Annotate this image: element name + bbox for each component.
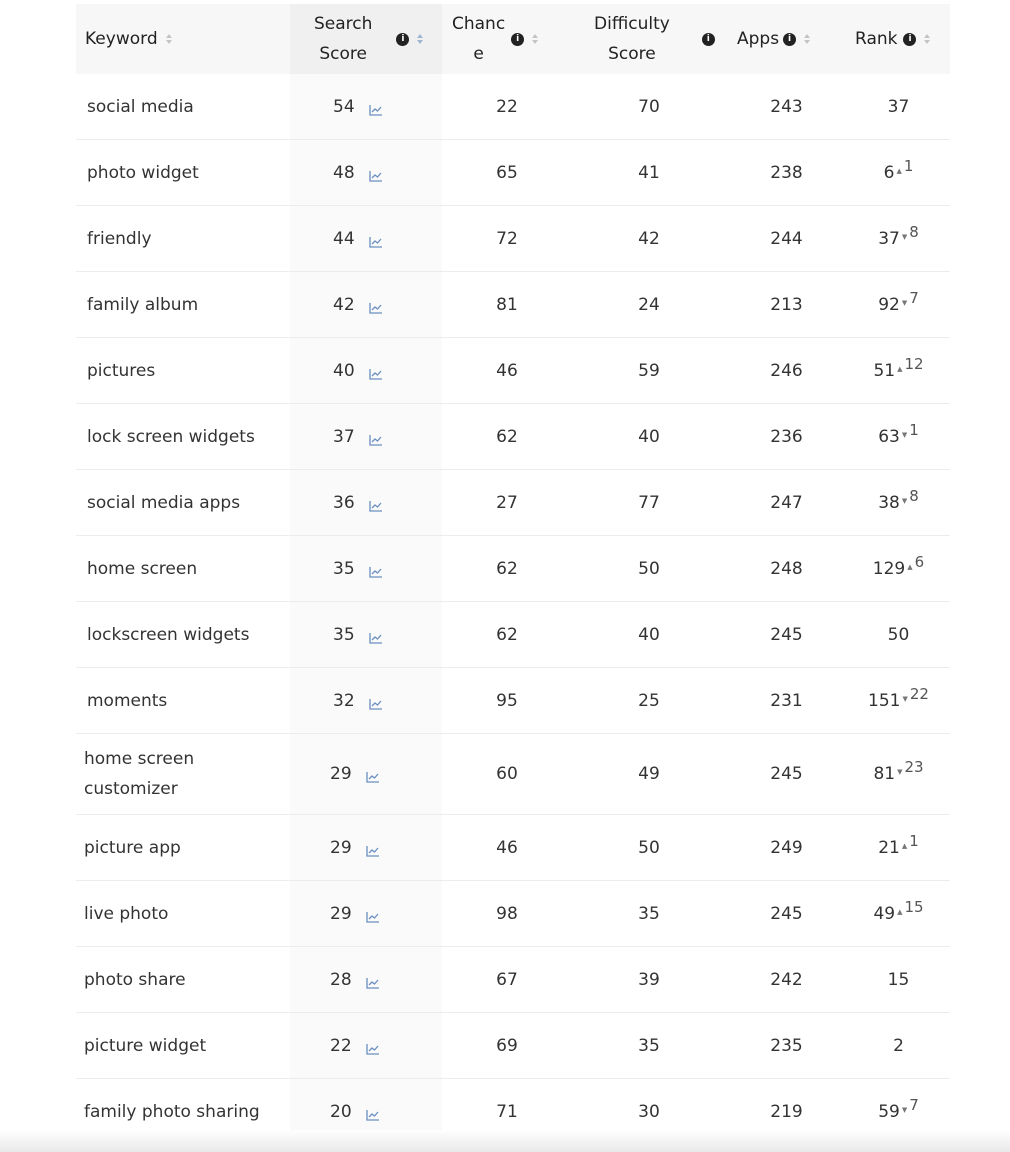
difficulty-cell bbox=[572, 470, 726, 536]
rank-trend-icon: ▼ bbox=[901, 496, 908, 505]
chance-value: 46 bbox=[496, 837, 518, 858]
rank-cell bbox=[847, 140, 950, 206]
difficulty-value: 70 bbox=[638, 96, 660, 117]
chart-icon[interactable] bbox=[366, 842, 380, 854]
apps-value: 235 bbox=[770, 1035, 803, 1056]
chance-value: 62 bbox=[496, 558, 518, 579]
difficulty-value: 50 bbox=[638, 837, 660, 858]
search-score-cell bbox=[290, 947, 442, 1013]
difficulty-value: 59 bbox=[638, 360, 660, 381]
table-row[interactable] bbox=[76, 668, 950, 734]
chart-icon[interactable] bbox=[369, 101, 383, 113]
rank-change: 22 bbox=[909, 684, 929, 703]
sort-icon[interactable] bbox=[417, 33, 423, 45]
header-difficulty-label bbox=[594, 9, 670, 69]
rank-value: 63 bbox=[878, 426, 900, 447]
apps-cell bbox=[726, 734, 847, 815]
chance-cell bbox=[442, 881, 572, 947]
apps-value: 245 bbox=[770, 903, 803, 924]
search-score-cell bbox=[290, 602, 442, 668]
rank-change: 15 bbox=[904, 897, 924, 916]
keyword-text: photo widget bbox=[87, 162, 199, 183]
difficulty-value: 50 bbox=[638, 558, 660, 579]
rank-value: 21 bbox=[878, 837, 900, 858]
search-score-value: 35 bbox=[333, 558, 355, 579]
apps-value: 213 bbox=[770, 294, 803, 315]
rank-trend-icon: ▲ bbox=[897, 907, 903, 916]
rank-value: 51 bbox=[873, 360, 896, 381]
difficulty-value: 42 bbox=[638, 228, 660, 249]
chance-value: 72 bbox=[496, 228, 518, 249]
header-chance[interactable] bbox=[442, 4, 572, 74]
apps-cell bbox=[726, 881, 847, 947]
keyword-cell[interactable] bbox=[76, 815, 290, 881]
keyword-cell[interactable] bbox=[76, 338, 290, 404]
keyword-text: lock screen widgets bbox=[87, 426, 255, 447]
difficulty-value: 41 bbox=[638, 162, 660, 183]
rank-value: 37 bbox=[887, 96, 910, 117]
chart-icon[interactable] bbox=[369, 695, 383, 707]
keyword-cell[interactable] bbox=[76, 206, 290, 272]
difficulty-cell bbox=[572, 1013, 726, 1079]
difficulty-value: 39 bbox=[638, 969, 660, 990]
apps-cell bbox=[726, 470, 847, 536]
rank-cell bbox=[847, 272, 950, 338]
apps-cell bbox=[726, 338, 847, 404]
difficulty-value: 30 bbox=[638, 1101, 660, 1122]
search-score-value: 44 bbox=[333, 228, 355, 249]
chance-cell bbox=[442, 470, 572, 536]
header-search-score[interactable] bbox=[290, 4, 442, 74]
rank-trend-icon: ▲ bbox=[907, 562, 913, 571]
sort-icon[interactable] bbox=[924, 33, 930, 45]
rank-cell bbox=[847, 74, 950, 140]
apps-value: 219 bbox=[770, 1101, 803, 1122]
rank-trend-icon: ▼ bbox=[901, 430, 908, 439]
chart-icon[interactable] bbox=[369, 431, 383, 443]
table-row[interactable] bbox=[76, 602, 950, 668]
rank-cell bbox=[847, 668, 950, 734]
keyword-cell[interactable] bbox=[76, 734, 290, 815]
keyword-text: moments bbox=[87, 690, 168, 711]
chance-cell bbox=[442, 272, 572, 338]
keyword-cell[interactable] bbox=[76, 947, 290, 1013]
rank-value: 2 bbox=[893, 1035, 904, 1056]
chance-cell bbox=[442, 668, 572, 734]
chance-cell bbox=[442, 947, 572, 1013]
chart-icon[interactable] bbox=[366, 974, 380, 986]
apps-cell bbox=[726, 1013, 847, 1079]
header-difficulty-line2: Score bbox=[608, 44, 656, 64]
chance-value: 95 bbox=[496, 690, 518, 711]
keyword-text: home screen bbox=[87, 558, 198, 579]
chance-value: 98 bbox=[496, 903, 518, 924]
difficulty-value: 24 bbox=[638, 294, 660, 315]
table-row[interactable] bbox=[76, 815, 950, 881]
chance-cell bbox=[442, 74, 572, 140]
search-score-value: 36 bbox=[333, 492, 355, 513]
sort-icon[interactable] bbox=[532, 33, 538, 45]
header-apps[interactable] bbox=[726, 4, 847, 74]
chance-value: 62 bbox=[496, 624, 518, 645]
chart-icon[interactable] bbox=[369, 563, 383, 575]
search-score-value: 22 bbox=[330, 1035, 352, 1056]
keyword-text: photo share bbox=[84, 969, 186, 990]
apps-cell bbox=[726, 272, 847, 338]
search-score-cell bbox=[290, 404, 442, 470]
chance-cell bbox=[442, 1013, 572, 1079]
difficulty-cell bbox=[572, 947, 726, 1013]
keyword-cell[interactable] bbox=[76, 536, 290, 602]
rank-value: 37 bbox=[878, 228, 900, 249]
rank-value: 81 bbox=[873, 764, 896, 784]
chance-value: 46 bbox=[496, 360, 518, 381]
keyword-table bbox=[76, 4, 950, 1145]
difficulty-value: 49 bbox=[638, 764, 660, 784]
apps-cell bbox=[726, 815, 847, 881]
search-score-value: 29 bbox=[330, 837, 352, 858]
rank-change: 8 bbox=[909, 222, 919, 241]
search-score-value: 37 bbox=[333, 426, 355, 447]
difficulty-cell bbox=[572, 272, 726, 338]
chance-cell bbox=[442, 602, 572, 668]
search-score-value: 29 bbox=[330, 764, 352, 784]
keyword-cell[interactable] bbox=[76, 470, 290, 536]
info-icon[interactable]: i bbox=[396, 33, 409, 46]
chart-icon[interactable] bbox=[369, 167, 383, 179]
chance-cell bbox=[442, 536, 572, 602]
search-score-cell bbox=[290, 668, 442, 734]
search-score-cell bbox=[290, 74, 442, 140]
apps-cell bbox=[726, 602, 847, 668]
sort-icon[interactable] bbox=[804, 33, 810, 45]
keyword-cell[interactable] bbox=[76, 404, 290, 470]
rank-value: 38 bbox=[878, 492, 900, 513]
table-row[interactable] bbox=[76, 404, 950, 470]
apps-cell bbox=[726, 206, 847, 272]
rank-change: 6 bbox=[914, 552, 925, 571]
rank-value: 6 bbox=[883, 162, 895, 183]
apps-value: 244 bbox=[770, 228, 803, 249]
rank-cell bbox=[847, 206, 950, 272]
chance-cell bbox=[442, 734, 572, 815]
table-row[interactable] bbox=[76, 272, 950, 338]
apps-value: 246 bbox=[770, 360, 803, 381]
chance-cell bbox=[442, 206, 572, 272]
chart-icon[interactable] bbox=[366, 908, 380, 920]
header-rank-label: Rank bbox=[855, 29, 898, 49]
rank-change: 1 bbox=[903, 156, 914, 175]
apps-value: 247 bbox=[770, 492, 803, 513]
difficulty-cell bbox=[572, 668, 726, 734]
header-difficulty-line1: Difficulty bbox=[594, 14, 670, 34]
difficulty-cell bbox=[572, 140, 726, 206]
difficulty-cell bbox=[572, 404, 726, 470]
rank-value: 50 bbox=[887, 624, 910, 645]
apps-cell bbox=[726, 947, 847, 1013]
keyword-text: social media apps bbox=[87, 492, 241, 513]
table-row[interactable] bbox=[76, 536, 950, 602]
apps-value: 236 bbox=[770, 426, 803, 447]
table-row[interactable] bbox=[76, 140, 950, 206]
search-score-cell bbox=[290, 272, 442, 338]
search-score-value: 48 bbox=[333, 162, 355, 183]
apps-cell bbox=[726, 74, 847, 140]
bottom-fade bbox=[0, 1130, 1010, 1152]
difficulty-value: 35 bbox=[638, 903, 660, 924]
table-row[interactable] bbox=[76, 1013, 950, 1079]
keyword-text: family photo sharing bbox=[84, 1101, 260, 1122]
search-score-cell bbox=[290, 881, 442, 947]
header-search-score-line2: Score bbox=[319, 44, 368, 64]
table-header-row bbox=[76, 4, 950, 74]
keyword-text: home screen customizer bbox=[84, 749, 195, 799]
keyword-cell[interactable] bbox=[76, 74, 290, 140]
chance-value: 67 bbox=[496, 969, 518, 990]
rank-cell bbox=[847, 947, 950, 1013]
search-score-cell bbox=[290, 338, 442, 404]
search-score-value: 40 bbox=[333, 360, 355, 381]
table-row[interactable] bbox=[76, 947, 950, 1013]
header-keyword-label: Keyword bbox=[85, 29, 158, 49]
search-score-value: 42 bbox=[333, 294, 355, 315]
search-score-cell bbox=[290, 206, 442, 272]
keyword-text: live photo bbox=[84, 903, 169, 924]
apps-value: 245 bbox=[770, 624, 803, 645]
apps-value: 245 bbox=[770, 764, 803, 784]
search-score-value: 29 bbox=[330, 903, 352, 924]
difficulty-value: 25 bbox=[638, 690, 660, 711]
keyword-text: friendly bbox=[87, 228, 152, 249]
search-score-cell bbox=[290, 815, 442, 881]
rank-change: 7 bbox=[909, 288, 919, 307]
chance-cell bbox=[442, 404, 572, 470]
rank-change: 12 bbox=[904, 354, 924, 373]
apps-value: 231 bbox=[770, 690, 803, 711]
rank-cell bbox=[847, 1013, 950, 1079]
search-score-value: 32 bbox=[333, 690, 355, 711]
chart-icon[interactable] bbox=[366, 768, 380, 780]
difficulty-cell bbox=[572, 815, 726, 881]
rank-value: 129 bbox=[872, 558, 906, 579]
rank-cell bbox=[847, 338, 950, 404]
keyword-cell[interactable] bbox=[76, 881, 290, 947]
table-row[interactable] bbox=[76, 338, 950, 404]
difficulty-cell bbox=[572, 881, 726, 947]
rank-cell bbox=[847, 881, 950, 947]
apps-value: 248 bbox=[770, 558, 803, 579]
rank-trend-icon: ▼ bbox=[897, 768, 903, 776]
chart-icon[interactable] bbox=[366, 1040, 380, 1052]
header-chance-label bbox=[452, 9, 505, 69]
rank-value: 15 bbox=[887, 969, 910, 990]
header-apps-label: Apps bbox=[737, 29, 780, 49]
search-score-cell bbox=[290, 140, 442, 206]
keyword-text: picture widget bbox=[84, 1035, 207, 1056]
header-keyword[interactable] bbox=[76, 4, 290, 74]
chance-cell bbox=[442, 338, 572, 404]
rank-cell bbox=[847, 815, 950, 881]
rank-trend-icon: ▼ bbox=[901, 1105, 908, 1114]
rank-cell bbox=[847, 536, 950, 602]
chance-value: 81 bbox=[496, 294, 518, 315]
table-row[interactable] bbox=[76, 881, 950, 947]
search-score-value: 35 bbox=[333, 624, 355, 645]
rank-cell bbox=[847, 602, 950, 668]
chance-value: 60 bbox=[496, 764, 518, 784]
chance-value: 22 bbox=[496, 96, 518, 117]
apps-cell bbox=[726, 404, 847, 470]
keyword-text: social media bbox=[87, 96, 194, 117]
apps-cell bbox=[726, 140, 847, 206]
rank-change: 1 bbox=[909, 420, 919, 439]
chart-icon[interactable] bbox=[369, 629, 383, 641]
chart-icon[interactable] bbox=[366, 1106, 380, 1118]
apps-value: 238 bbox=[770, 162, 803, 183]
header-chance-line2: e bbox=[473, 44, 484, 64]
search-score-cell bbox=[290, 470, 442, 536]
search-score-value: 20 bbox=[330, 1101, 352, 1122]
chance-value: 65 bbox=[496, 162, 518, 183]
apps-cell bbox=[726, 668, 847, 734]
chart-icon[interactable] bbox=[369, 233, 383, 245]
table-row[interactable] bbox=[76, 74, 950, 140]
info-icon[interactable]: i bbox=[783, 33, 796, 46]
difficulty-cell bbox=[572, 734, 726, 815]
chance-value: 27 bbox=[496, 492, 518, 513]
apps-value: 243 bbox=[770, 96, 803, 117]
search-score-value: 28 bbox=[330, 969, 352, 990]
info-icon[interactable]: i bbox=[702, 33, 715, 46]
apps-value: 249 bbox=[770, 837, 803, 858]
rank-trend-icon: ▼ bbox=[902, 694, 908, 703]
info-icon[interactable]: i bbox=[511, 33, 524, 46]
rank-cell bbox=[847, 404, 950, 470]
header-rank[interactable] bbox=[847, 4, 950, 74]
keyword-text: pictures bbox=[87, 360, 156, 381]
table-row[interactable] bbox=[76, 734, 950, 815]
rank-value: 151 bbox=[868, 690, 901, 711]
chart-icon[interactable] bbox=[369, 497, 383, 509]
rank-trend-icon: ▲ bbox=[896, 166, 902, 175]
keyword-table-container bbox=[76, 4, 950, 1145]
rank-trend-icon: ▲ bbox=[897, 364, 903, 373]
table-row[interactable] bbox=[76, 206, 950, 272]
difficulty-value: 35 bbox=[638, 1035, 660, 1056]
rank-trend-icon: ▼ bbox=[901, 232, 908, 241]
keyword-cell[interactable] bbox=[76, 272, 290, 338]
chance-cell bbox=[442, 140, 572, 206]
sort-icon[interactable] bbox=[166, 33, 172, 45]
search-score-cell bbox=[290, 536, 442, 602]
difficulty-cell bbox=[572, 536, 726, 602]
table-row[interactable] bbox=[76, 470, 950, 536]
info-icon[interactable]: i bbox=[903, 33, 916, 46]
header-search-score-line1: Search bbox=[314, 14, 373, 34]
rank-change: 23 bbox=[904, 758, 924, 776]
search-score-value: 54 bbox=[333, 96, 355, 117]
keyword-cell[interactable] bbox=[76, 1013, 290, 1079]
chance-cell bbox=[442, 815, 572, 881]
keyword-text: lockscreen widgets bbox=[87, 624, 250, 645]
rank-value: 92 bbox=[878, 294, 900, 315]
chart-icon[interactable] bbox=[369, 299, 383, 311]
chance-value: 69 bbox=[496, 1035, 518, 1056]
difficulty-cell bbox=[572, 338, 726, 404]
keyword-cell[interactable] bbox=[76, 140, 290, 206]
chart-icon[interactable] bbox=[369, 365, 383, 377]
search-score-cell bbox=[290, 1013, 442, 1079]
apps-cell bbox=[726, 536, 847, 602]
rank-value: 59 bbox=[878, 1101, 900, 1122]
difficulty-cell bbox=[572, 206, 726, 272]
rank-trend-icon: ▲ bbox=[901, 841, 908, 850]
rank-cell bbox=[847, 470, 950, 536]
keyword-text: picture app bbox=[84, 837, 181, 858]
difficulty-cell bbox=[572, 74, 726, 140]
rank-value: 49 bbox=[873, 903, 896, 924]
search-score-cell bbox=[290, 734, 442, 815]
keyword-cell[interactable] bbox=[76, 602, 290, 668]
header-difficulty-score[interactable] bbox=[572, 4, 726, 74]
rank-trend-icon: ▼ bbox=[901, 298, 908, 307]
keyword-cell[interactable] bbox=[76, 668, 290, 734]
difficulty-value: 40 bbox=[638, 426, 660, 447]
difficulty-value: 40 bbox=[638, 624, 660, 645]
rank-change: 1 bbox=[909, 831, 919, 850]
rank-change: 8 bbox=[909, 486, 919, 505]
rank-cell bbox=[847, 734, 950, 815]
difficulty-value: 77 bbox=[638, 492, 660, 513]
rank-change: 7 bbox=[909, 1095, 919, 1114]
header-chance-line1: Chanc bbox=[452, 14, 506, 34]
header-search-score-label bbox=[314, 9, 372, 69]
chance-value: 62 bbox=[496, 426, 518, 447]
difficulty-cell bbox=[572, 602, 726, 668]
chance-value: 71 bbox=[496, 1101, 518, 1122]
keyword-text: family album bbox=[87, 294, 199, 315]
apps-value: 242 bbox=[770, 969, 803, 990]
